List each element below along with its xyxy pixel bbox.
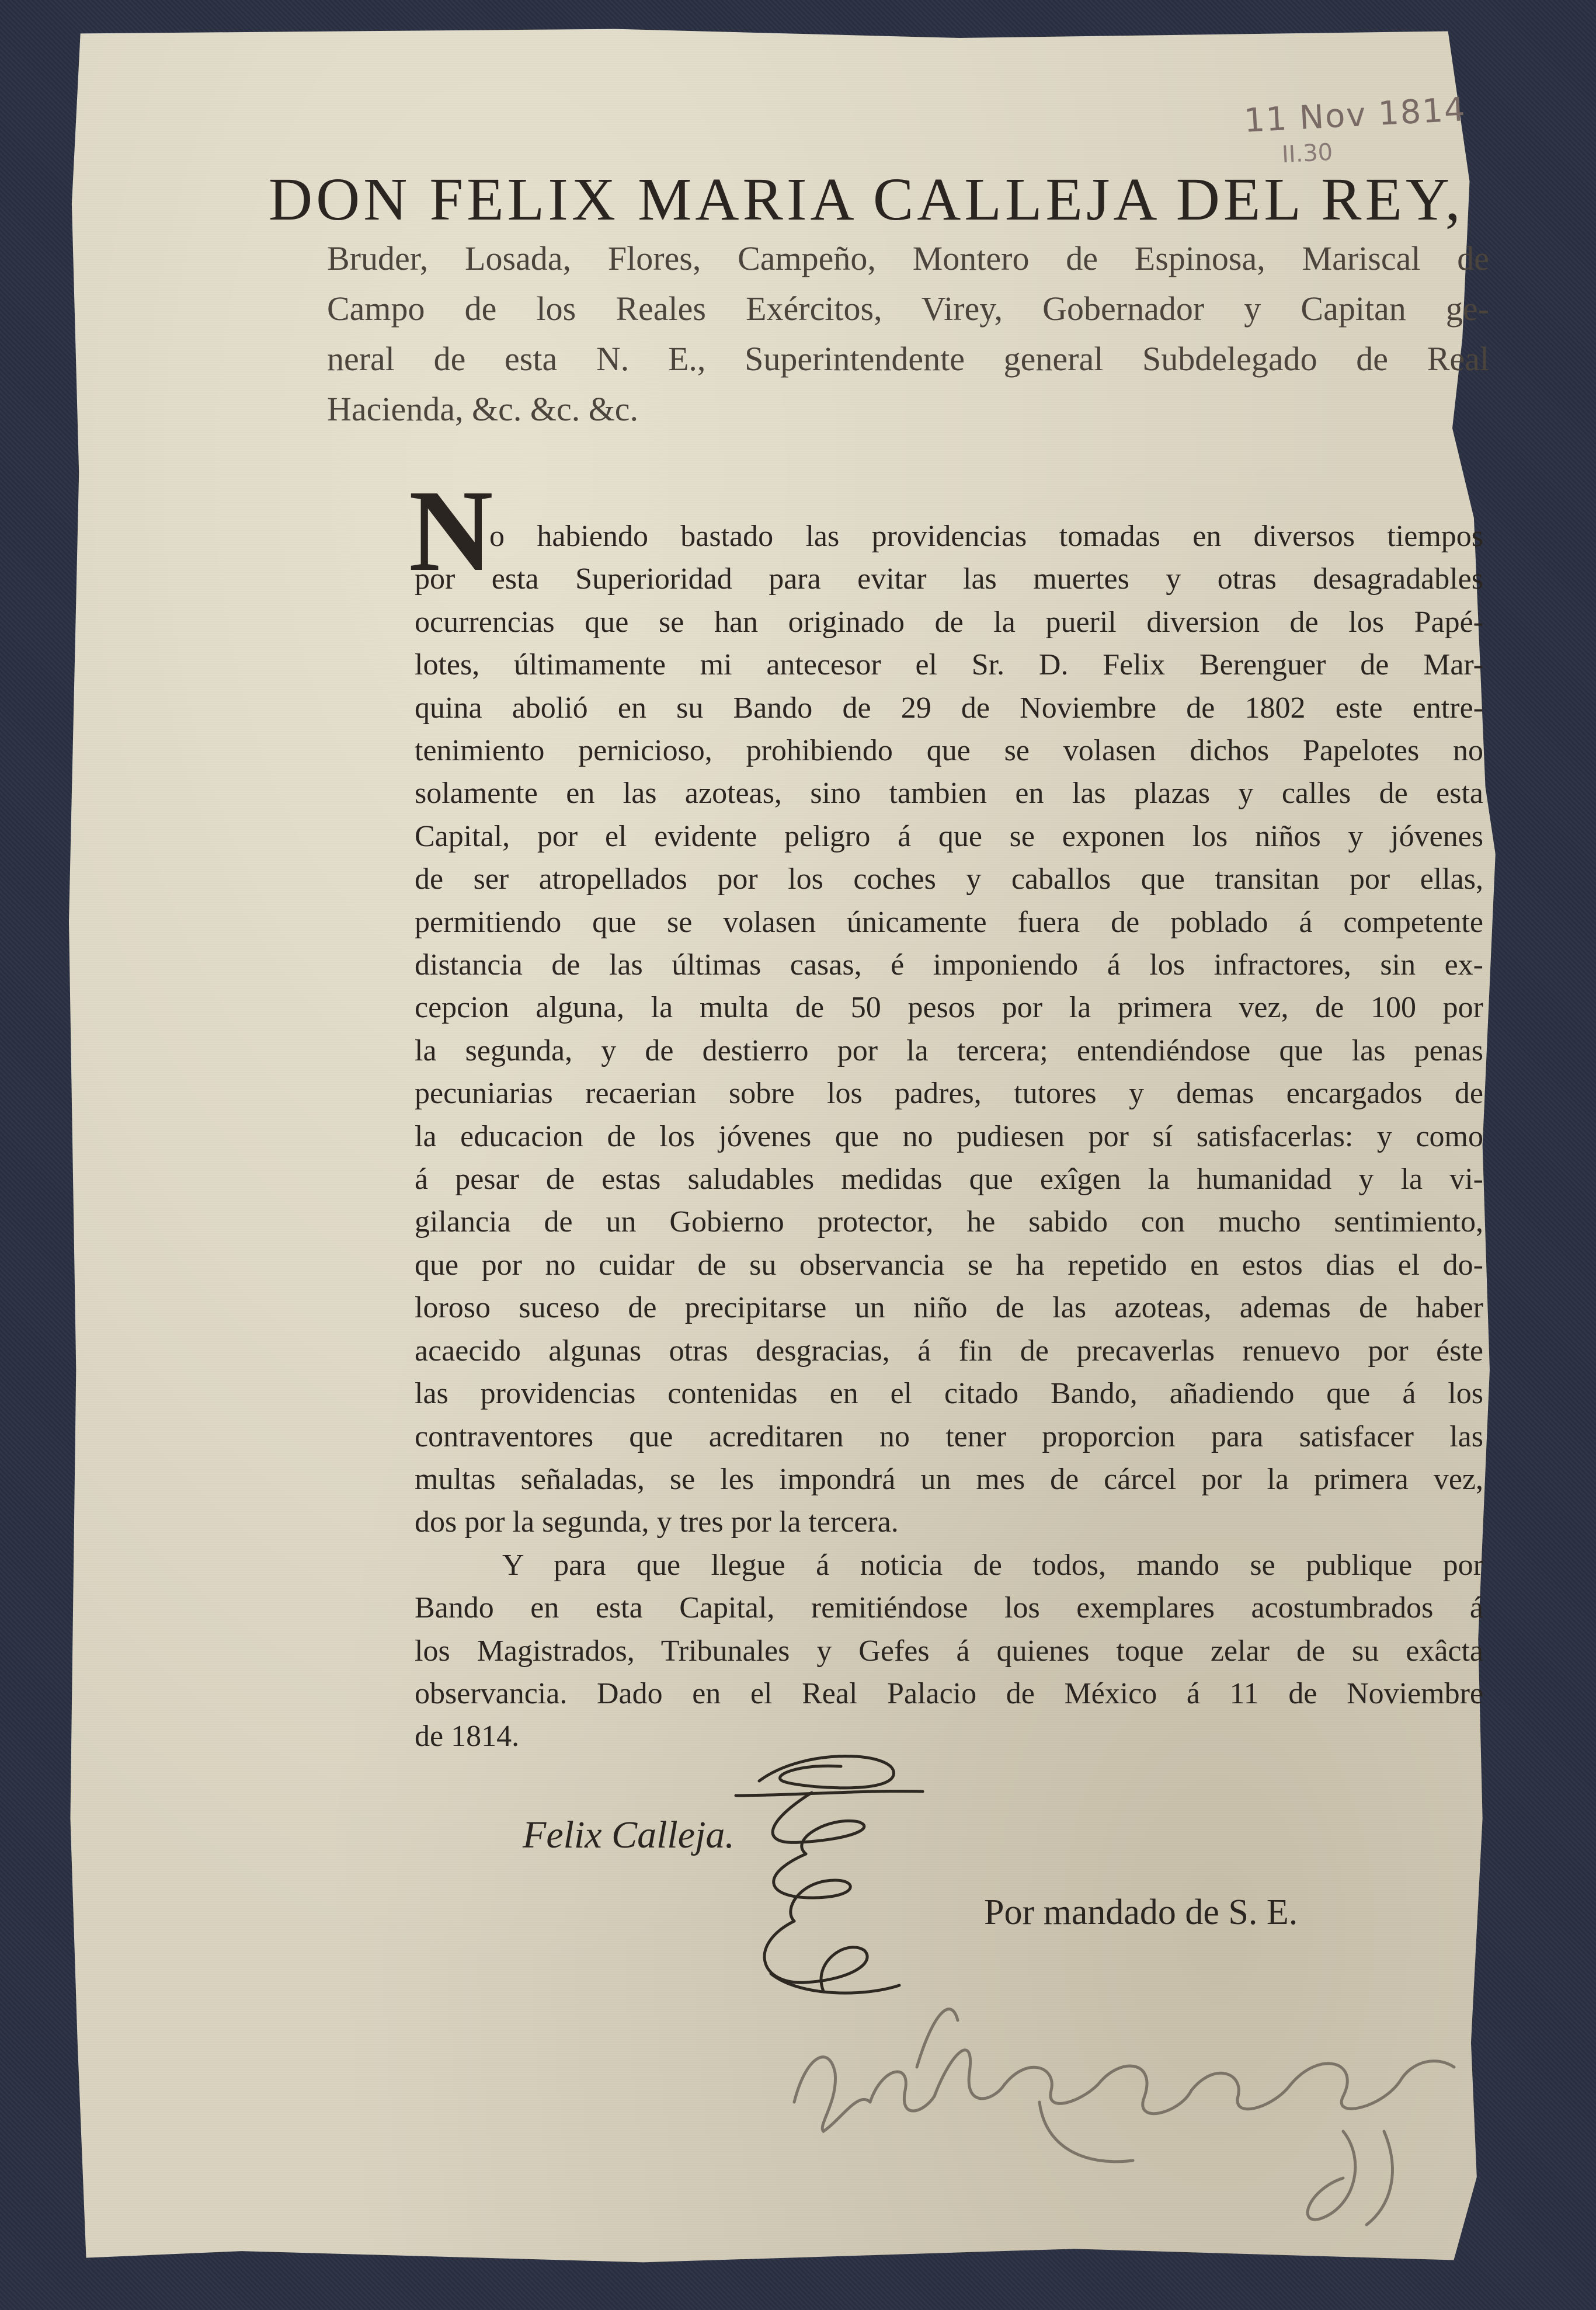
printed-signature: Felix Calleja. bbox=[523, 1814, 735, 1856]
drop-cap: N bbox=[409, 467, 493, 596]
body-line: dos por la segunda, y tres por la tercera. bbox=[415, 1505, 899, 1539]
body-line: Y para que llegue á noticia de todos, mando se publique por bbox=[502, 1548, 1483, 1582]
body-line: contraventores que acreditaren no tener proporcion para satisfacer las bbox=[415, 1420, 1483, 1453]
body-line: observancia. Dado en el Real Palacio de México á 11 de Noviembre bbox=[415, 1676, 1483, 1710]
body-line: quina abolió en su Bando de 29 de Noviembre de 1802 este entre- bbox=[415, 691, 1483, 725]
signature-flourish-rubric bbox=[724, 1740, 934, 2003]
body-line: por esta Superioridad para evitar las muertes y otras desagradables bbox=[415, 562, 1483, 596]
body-line: cepcion alguna, la multa de 50 pesos por la primera vez, de 100 por bbox=[415, 991, 1483, 1025]
body-line: Bando en esta Capital, remitiéndose los exemplares acostumbrados á bbox=[415, 1591, 1483, 1625]
body-line: de 1814. bbox=[415, 1720, 520, 1754]
body-line: ocurrencias que se han originado de la pueril diversion de los Papé- bbox=[415, 605, 1483, 639]
body-line: distancia de las últimas casas, é imponiendo á los infractores, sin ex- bbox=[415, 948, 1483, 982]
subtitle-line: neral de esta N. E., Superintendente general Subdelegado de Real bbox=[327, 340, 1489, 378]
body-line: de ser atropellados por los coches y caballos que transitan por ellas, bbox=[415, 862, 1483, 896]
body-line: á pesar de estas saludables medidas que exîgen la humanidad y la vi- bbox=[415, 1163, 1483, 1196]
mandate-line: Por mandado de S. E. bbox=[984, 1892, 1298, 1932]
archive-date-note: 11 Nov 1814 bbox=[1243, 91, 1468, 140]
body-line: la educacion de los jóvenes que no pudiesen por sí satisfacerlas: y como bbox=[415, 1119, 1483, 1153]
subtitle-line: Bruder, Losada, Flores, Campeño, Montero de Espinosa, Mariscal de bbox=[327, 239, 1489, 277]
decree-body bbox=[415, 558, 1483, 1758]
body-line: las providencias contenidas en el citado Bando, añadiendo que á los bbox=[415, 1377, 1483, 1411]
subtitle-line: Hacienda, &c. &c. &c. bbox=[327, 390, 639, 428]
body-line: multas señaladas, se les impondrá un mes de cárcel por la primera vez, bbox=[415, 1462, 1483, 1496]
document-title: DON FELIX MARIA CALLEJA DEL REY, bbox=[269, 166, 1464, 233]
body-line: Capital, por el evidente peligro á que se exponen los niños y jóvenes bbox=[415, 819, 1483, 853]
handwritten-secretary-signature bbox=[783, 1985, 1483, 2231]
body-first-line: o habiendo bastado las providencias tomadas en diversos tiempos bbox=[489, 520, 1483, 553]
body-line: los Magistrados, Tribunales y Gefes á quienes toque zelar de su exâcta bbox=[415, 1634, 1483, 1668]
body-line: loroso suceso de precipitarse un niño de las azoteas, ademas de haber bbox=[415, 1291, 1483, 1325]
body-line: permitiendo que se volasen únicamente fuera de poblado á competente bbox=[415, 905, 1483, 939]
body-line: tenimiento pernicioso, prohibiendo que se volasen dichos Papelotes no bbox=[415, 734, 1483, 768]
body-line: pecuniarias recaerian sobre los padres, tutores y demas encargados de bbox=[415, 1077, 1483, 1111]
body-line: la segunda, y de destierro por la tercera; entendiéndose que las penas bbox=[415, 1034, 1483, 1067]
body-line: gilancia de un Gobierno protector, he sabido con mucho sentimiento, bbox=[415, 1205, 1483, 1239]
archive-ref-note: II.30 bbox=[1281, 138, 1334, 169]
titles-paragraph bbox=[327, 234, 1489, 434]
body-line: acaecido algunas otras desgracias, á fin de precaverlas renuevo por éste bbox=[415, 1334, 1483, 1368]
body-line: lotes, últimamente mi antecesor el Sr. D. Felix Berenguer de Mar- bbox=[415, 648, 1483, 682]
body-line: solamente en las azoteas, sino tambien en las plazas y calles de esta bbox=[415, 777, 1483, 810]
body-line: que por no cuidar de su observancia se ha repetido en estos dias el do- bbox=[415, 1248, 1483, 1282]
subtitle-line: Campo de los Reales Exércitos, Virey, Gobernador y Capitan ge- bbox=[327, 290, 1489, 328]
